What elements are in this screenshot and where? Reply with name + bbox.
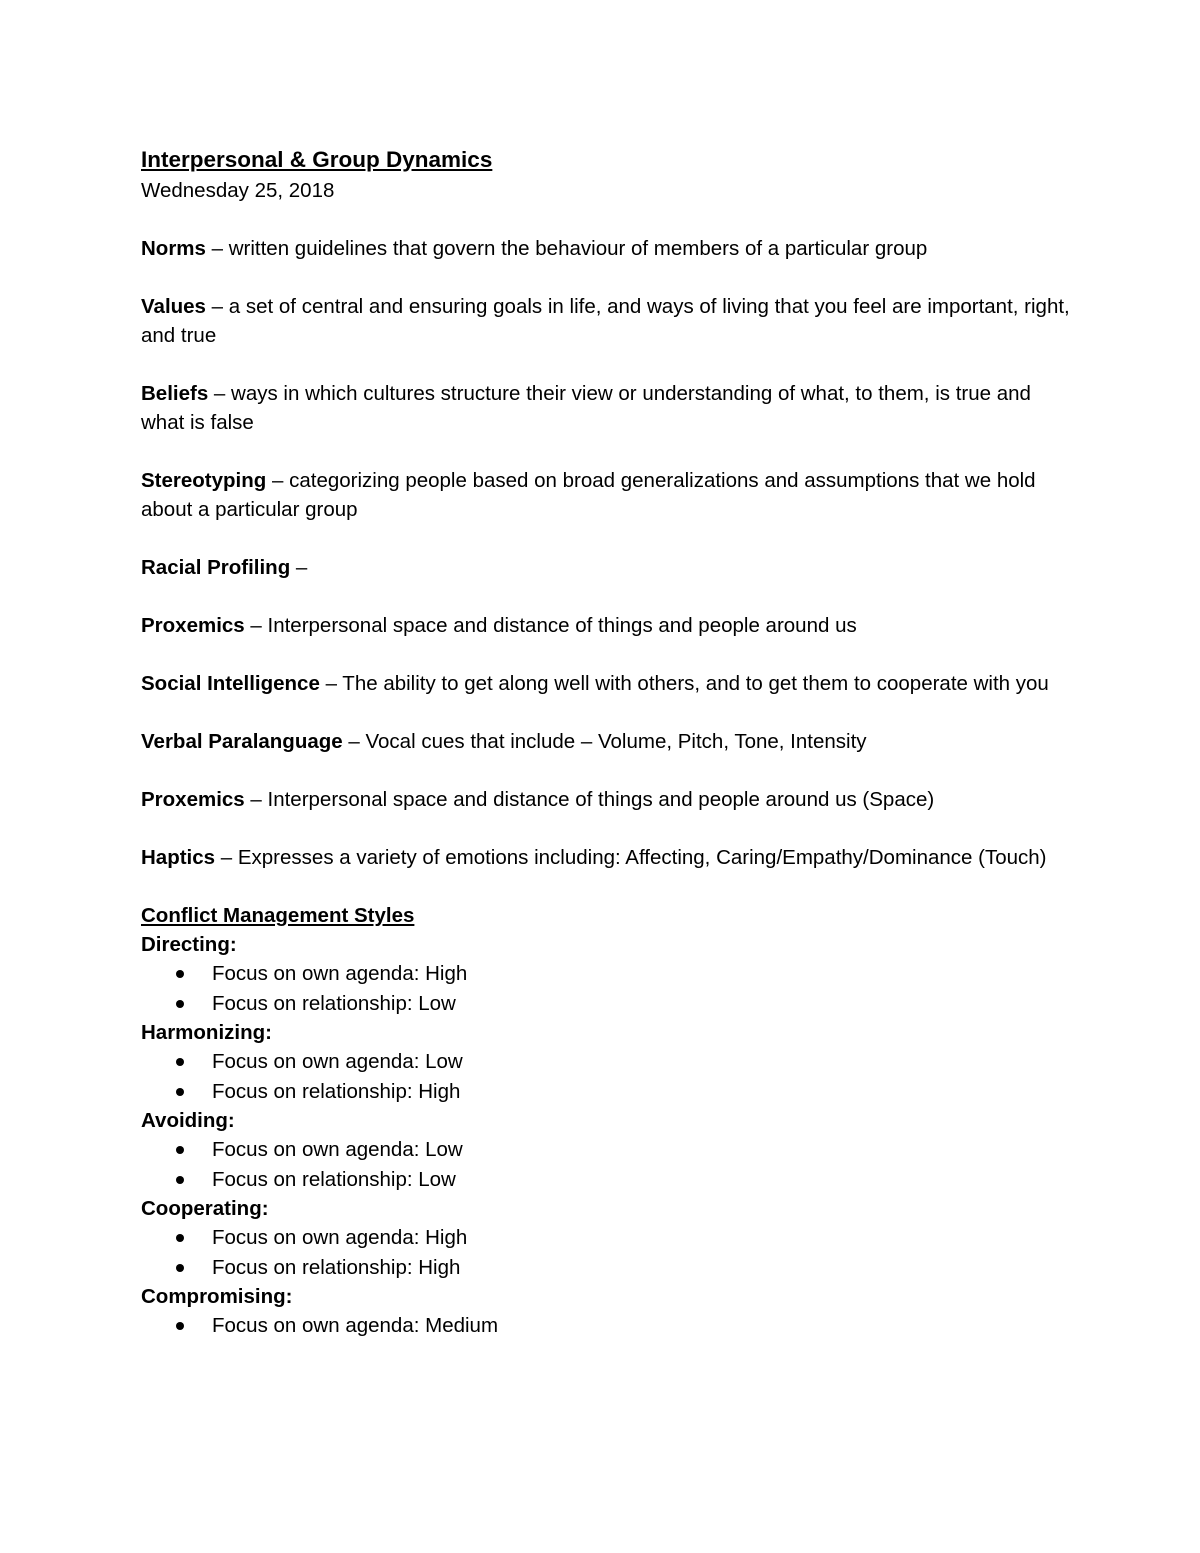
- list-item-text: Focus on relationship: High: [212, 1255, 461, 1279]
- list-item-text: Focus on own agenda: High: [212, 962, 468, 985]
- definition-separator: –: [205, 237, 229, 260]
- list-item: [141, 1253, 1071, 1283]
- bullet-icon: [176, 1234, 184, 1242]
- list-item: [141, 1165, 1071, 1195]
- spacer: [141, 756, 1071, 785]
- list-item-text: Focus on relationship: High: [212, 1079, 461, 1103]
- definition-term: Haptics: [141, 846, 216, 869]
- definition-stereotyping: [141, 466, 1071, 524]
- definition-social-intelligence: [141, 669, 1071, 698]
- definition-proxemics-space: [141, 785, 1071, 814]
- style-directing-list: [141, 959, 1071, 1018]
- definition-term: Values: [141, 295, 206, 318]
- definition-proxemics: [141, 611, 1071, 640]
- definition-verbal-paralanguage: [141, 727, 1071, 756]
- bullet-icon: [176, 1264, 184, 1272]
- spacer: [141, 698, 1071, 727]
- definition-haptics: [141, 843, 1071, 872]
- style-cooperating: Cooperating:: [141, 1197, 269, 1220]
- list-item-text: Focus on own agenda: Medium: [212, 1314, 499, 1337]
- definition-norms: [141, 234, 1071, 263]
- document-title: Interpersonal & Group Dynamics: [141, 147, 493, 172]
- definition-term: Proxemics: [141, 788, 245, 811]
- definition-term: Norms: [141, 237, 206, 260]
- style-harmonizing: Harmonizing:: [141, 1021, 272, 1044]
- conflict-section-heading: Conflict Management Styles: [141, 904, 415, 927]
- bullet-icon: [176, 1322, 184, 1330]
- definition-text: Interpersonal space and distance of things and people around us (Space): [267, 788, 935, 811]
- definition-separator: –: [266, 469, 290, 492]
- definition-separator: –: [215, 846, 238, 869]
- spacer: [141, 814, 1071, 843]
- list-item: [141, 1223, 1071, 1253]
- definition-separator: –: [290, 556, 308, 579]
- definition-separator: –: [244, 788, 268, 811]
- style-harmonizing-list: [141, 1047, 1071, 1106]
- style-compromising-list: [141, 1311, 1071, 1341]
- bullet-icon: [176, 1176, 184, 1184]
- definition-term: Racial Profiling: [141, 556, 291, 579]
- spacer: [141, 437, 1071, 466]
- list-item-text: Focus on relationship: Low: [212, 1167, 456, 1191]
- definition-text: Expresses a variety of emotions including: Affecting, Caring/Empathy/Dominance (Touch): [237, 846, 1047, 869]
- list-item: [141, 959, 1071, 989]
- list-item: [141, 1311, 1071, 1341]
- list-item-text: Focus on relationship: Low: [212, 991, 456, 1015]
- spacer: [141, 582, 1071, 611]
- spacer: [141, 205, 1071, 234]
- definition-text: categorizing people based on broad generalizations and assumptions that we hold about a particular group: [141, 469, 1036, 521]
- list-item-text: Focus on own agenda: Low: [212, 1138, 463, 1161]
- definition-text: written guidelines that govern the behaviour of members of a particular group: [228, 237, 928, 260]
- bullet-icon: [176, 1000, 184, 1008]
- list-item: [141, 989, 1071, 1019]
- definition-term: Verbal Paralanguage: [141, 730, 343, 753]
- definition-separator: –: [205, 295, 229, 318]
- definition-text: ways in which cultures structure their view or understanding of what, to them, is true and what is false: [141, 382, 1031, 434]
- definition-term: Stereotyping: [141, 469, 267, 492]
- spacer: [141, 872, 1071, 901]
- style-cooperating-list: [141, 1223, 1071, 1282]
- definition-text: a set of central and ensuring goals in life, and ways of living that you feel are important, right, and true: [141, 295, 1070, 347]
- list-item-text: Focus on own agenda: Low: [212, 1050, 463, 1073]
- spacer: [141, 263, 1071, 292]
- list-item: [141, 1077, 1071, 1107]
- definition-separator: –: [342, 730, 366, 753]
- bullet-icon: [176, 970, 184, 978]
- spacer: [141, 350, 1071, 379]
- document-date: Wednesday 25, 2018: [141, 179, 335, 202]
- spacer: [141, 640, 1071, 669]
- bullet-icon: [176, 1088, 184, 1096]
- list-item: [141, 1047, 1071, 1077]
- definition-separator: –: [208, 382, 232, 405]
- style-avoiding: Avoiding:: [141, 1109, 235, 1132]
- definition-beliefs: [141, 379, 1071, 437]
- bullet-icon: [176, 1146, 184, 1154]
- definition-term: Social Intelligence: [141, 672, 320, 695]
- definition-separator: –: [319, 672, 343, 695]
- definition-term: Proxemics: [141, 614, 245, 637]
- style-compromising: Compromising:: [141, 1285, 293, 1308]
- bullet-icon: [176, 1058, 184, 1066]
- definition-separator: –: [244, 614, 268, 637]
- definition-term: Beliefs: [141, 382, 209, 405]
- definition-text: The ability to get along well with others, and to get them to cooperate with you: [342, 672, 1049, 695]
- list-item-text: Focus on own agenda: High: [212, 1226, 468, 1249]
- document-page: [141, 144, 1071, 1341]
- spacer: [141, 524, 1071, 553]
- style-directing: Directing:: [141, 933, 237, 956]
- definition-values: [141, 292, 1071, 350]
- definition-text: Vocal cues that include – Volume, Pitch, Tone, Intensity: [365, 730, 867, 753]
- style-avoiding-list: [141, 1135, 1071, 1194]
- definition-text: Interpersonal space and distance of things and people around us: [267, 614, 857, 637]
- list-item: [141, 1135, 1071, 1165]
- definition-racial-profiling: [141, 553, 1071, 582]
